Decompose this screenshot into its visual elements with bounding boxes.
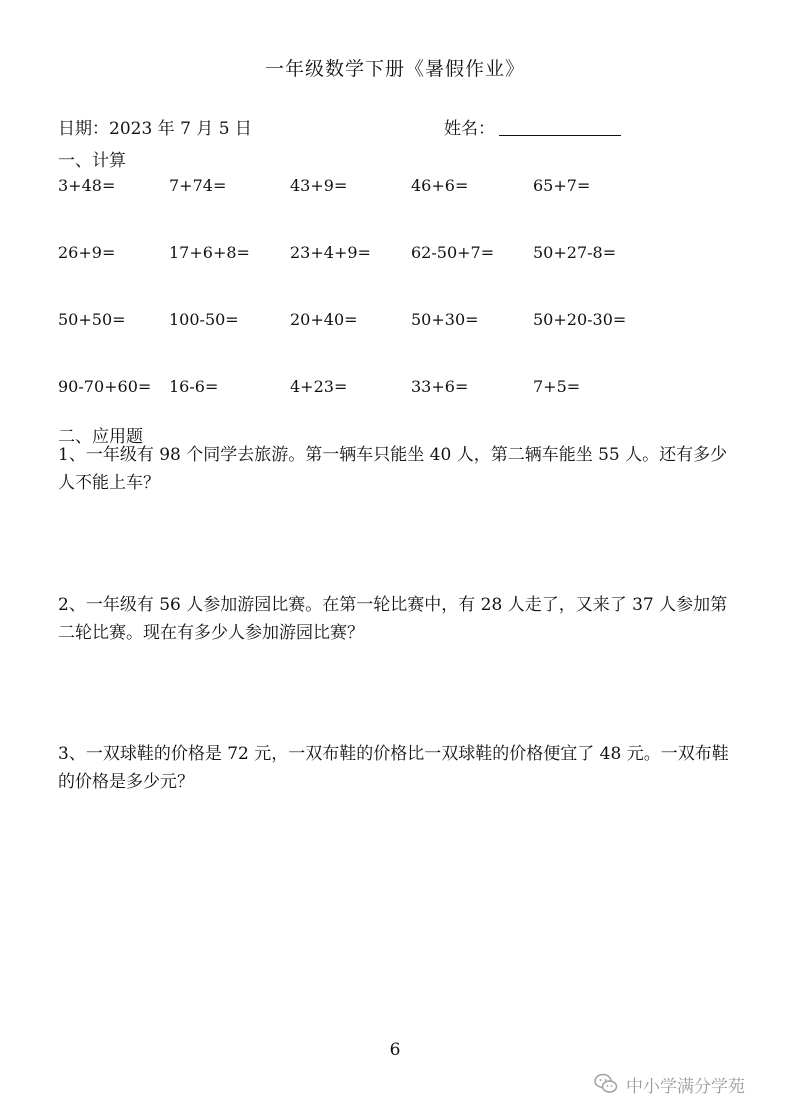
- name-label: 姓名：: [444, 119, 495, 139]
- calc-item: 50+27-8=: [533, 243, 617, 262]
- calc-item: 90-70+60=: [58, 377, 152, 396]
- calc-item: 43+9=: [290, 176, 348, 195]
- calc-item: 65+7=: [533, 176, 591, 195]
- word-problem-2: 2、一年级有 56 人参加游园比赛。在第一轮比赛中，有 28 人走了，又来了 37 人参加第二轮比赛。现在有多少人参加游园比赛？: [58, 595, 728, 643]
- date-label: 日期：2023 年 7 月 5 日: [58, 119, 252, 139]
- document-title: 一年级数学下册《暑假作业》: [264, 58, 525, 80]
- name-blank-line: [499, 135, 621, 136]
- calc-item: 20+40=: [290, 310, 358, 329]
- name-field: [444, 114, 495, 139]
- calc-item: 50+50=: [58, 310, 126, 329]
- calc-item: 23+4+9=: [290, 243, 371, 262]
- calculation-grid: [58, 176, 698, 444]
- calc-item: 7+74=: [169, 176, 227, 195]
- watermark: [594, 1070, 745, 1098]
- calc-item: 7+5=: [533, 377, 581, 396]
- watermark-text: 中小学满分学苑: [626, 1076, 745, 1097]
- calc-item: 3+48=: [58, 176, 116, 195]
- calc-item: 50+20-30=: [533, 310, 627, 329]
- calc-row: [58, 243, 698, 310]
- word-problem-3: 3、一双球鞋的价格是 72 元，一双布鞋的价格比一双球鞋的价格便宜了 48 元。一双布鞋的价格是多少元？: [58, 744, 729, 792]
- calc-item: 33+6=: [411, 377, 469, 396]
- calc-item: 46+6=: [411, 176, 469, 195]
- word-problem-1: 1、一年级有 98 个同学去旅游。第一辆车只能坐 40 人，第二辆车能坐 55 人。还有多少人不能上车？: [58, 445, 728, 493]
- calc-row: [58, 310, 698, 377]
- section-heading-word-problems: 二、应用题: [58, 427, 143, 447]
- section-heading-calculation: 一、计算: [58, 151, 126, 171]
- calc-row: [58, 377, 698, 444]
- calc-row: [58, 176, 698, 243]
- calc-item: 16-6=: [169, 377, 219, 396]
- calc-item: 50+30=: [411, 310, 479, 329]
- calc-item: 62-50+7=: [411, 243, 495, 262]
- page-number: 6: [389, 1040, 401, 1060]
- calc-item: 4+23=: [290, 377, 348, 396]
- calc-item: 17+6+8=: [169, 243, 250, 262]
- calc-item: 26+9=: [58, 243, 116, 262]
- calc-item: 100-50=: [169, 310, 239, 329]
- wechat-icon: [594, 1073, 618, 1095]
